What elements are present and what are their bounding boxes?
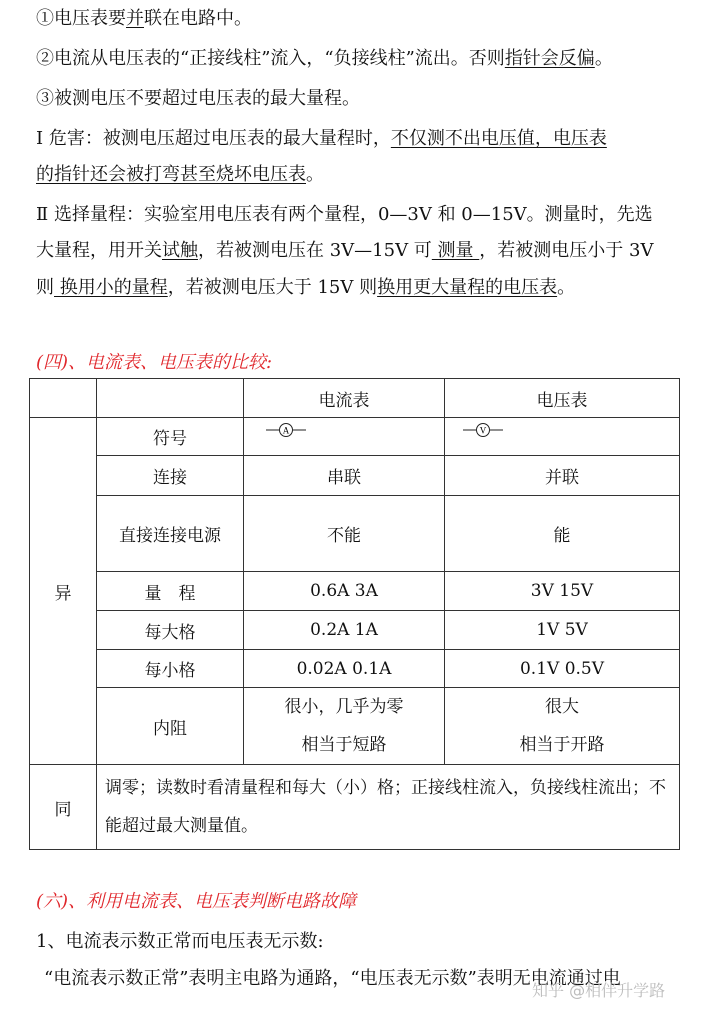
ammeter-cell: 不能 (244, 496, 445, 572)
paragraph-2: “电流表示数正常”表明主电路为通路，“电压表无示数”表明无电流通过电 (44, 968, 621, 989)
table-header-row (30, 379, 680, 418)
group-same: 同 (30, 765, 97, 850)
voltmeter-symbol (445, 418, 680, 456)
voltmeter-cell: 0.1V 0.5V (445, 650, 680, 688)
table-row-same (30, 765, 680, 850)
ammeter-cell: 0.6A 3A (244, 572, 445, 611)
table-row (30, 496, 680, 572)
range-line-1: Ⅱ 选择量程：实验室用电压表有两个量程，0—3V 和 0—15V。测量时，先选 (36, 204, 653, 225)
ammeter-cell: 0.02A 0.1A (244, 650, 445, 688)
hazard-line-2: 的指针还会被打弯甚至烧坏电压表。 (36, 164, 324, 185)
ammeter-symbol-icon (266, 422, 308, 438)
table-row (30, 418, 680, 456)
row-label: 每小格 (97, 650, 244, 688)
row-label: 直接连接电源 (97, 496, 244, 572)
rule-2: ②电流从电压表的“正接线柱”流入，“负接线柱”流出。否则指针会反偏。 (36, 48, 613, 69)
voltmeter-cell: 1V 5V (445, 611, 680, 650)
table-row (30, 611, 680, 650)
rule-3: ③被测电压不要超过电压表的最大量程。 (36, 88, 360, 109)
comparison-table (29, 378, 680, 850)
row-label: 符号 (97, 418, 244, 456)
voltmeter-cell: 3V 15V (445, 572, 680, 611)
hazard-line-1: Ⅰ 危害：被测电压超过电压表的最大量程时，不仅测不出电压值，电压表 (36, 128, 607, 149)
header-voltmeter: 电压表 (445, 379, 680, 418)
row-label: 每大格 (97, 611, 244, 650)
ammeter-symbol-letter: A (282, 425, 290, 436)
range-line-3: 则 换用小的量程，若被测电压大于 15V 则换用更大量程的电压表。 (36, 277, 576, 298)
ammeter-cell (244, 688, 445, 765)
voltmeter-cell: 能 (445, 496, 680, 572)
voltmeter-symbol-letter: V (479, 425, 487, 436)
voltmeter-resistance: 很大 (545, 697, 579, 717)
header-ammeter: 电流表 (244, 379, 445, 418)
row-label: 量 程 (97, 572, 244, 611)
table-row (30, 456, 680, 496)
corner-cell (30, 379, 97, 418)
voltmeter-cell: 并联 (445, 456, 680, 496)
range-line-2: 大量程，用开关试触，若被测电压在 3V—15V 可 测量 ，若被测电压小于 3V (36, 240, 654, 261)
same-text: 调零；读数时看清量程和每大（小）格；正接线柱流入，负接线柱流出；不能超过最大测量值。 (97, 765, 680, 850)
section-4-title: (四)、电流表、电压表的比较: (36, 352, 273, 373)
paragraph-1: 1、电流表示数正常而电压表无示数: (36, 931, 324, 952)
ammeter-cell: 0.2A 1A (244, 611, 445, 650)
table-row (30, 650, 680, 688)
header-empty (97, 379, 244, 418)
rule-1: ①电压表要并联在电路中。 (36, 8, 252, 29)
ammeter-cell: 串联 (244, 456, 445, 496)
ammeter-resistance: 很小，几乎为零 (284, 697, 404, 717)
table-row (30, 572, 680, 611)
voltmeter-equivalent: 相当于开路 (519, 735, 605, 755)
table-row (30, 688, 680, 765)
row-label: 连接 (97, 456, 244, 496)
group-diff: 异 (30, 418, 97, 765)
ammeter-symbol (244, 418, 445, 456)
row-label: 内阻 (97, 688, 244, 765)
watermark: 知乎 @相伴升学路 (532, 981, 666, 1000)
ammeter-equivalent: 相当于短路 (301, 735, 387, 755)
voltmeter-symbol-icon (463, 422, 505, 438)
voltmeter-cell (445, 688, 680, 765)
section-6-title: (六)、利用电流表、电压表判断电路故障 (36, 891, 357, 912)
